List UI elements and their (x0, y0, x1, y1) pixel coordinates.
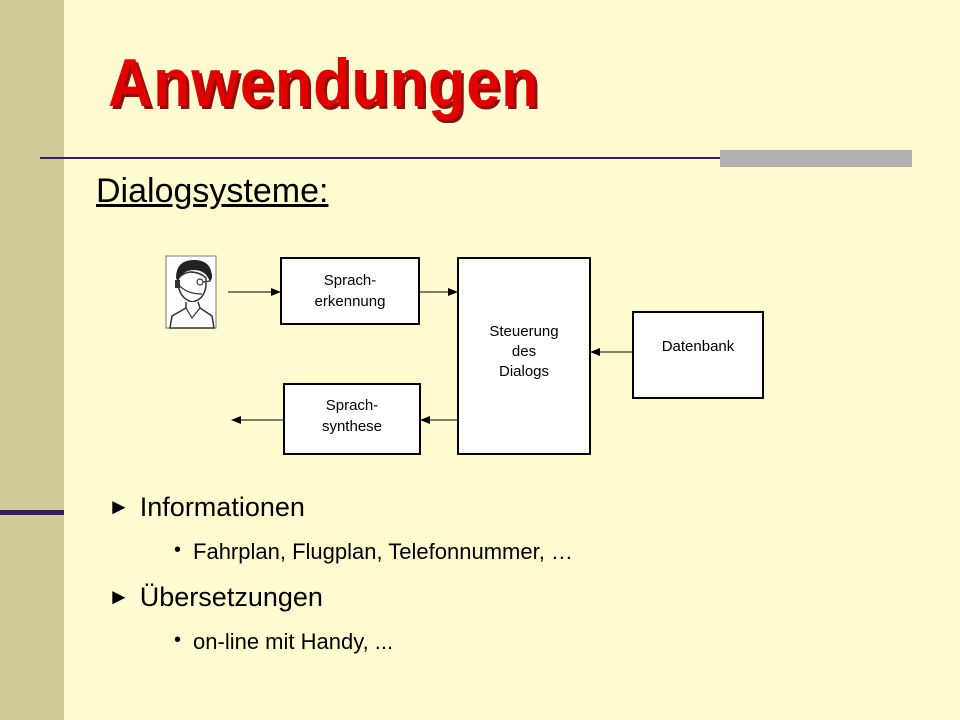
sub-bullet-text: Fahrplan, Flugplan, Telefonnummer, … (193, 539, 573, 564)
dialog-control-label-1: Steuerung (489, 323, 559, 340)
bullet-text: Übersetzungen (139, 581, 323, 612)
database-label: Datenbank (661, 338, 735, 355)
left-sidebar-accent (0, 510, 64, 515)
bullet-item (108, 488, 573, 526)
dialog-system-diagram (160, 248, 780, 468)
speech-synthesis-label-2: synthese (321, 418, 383, 435)
dialog-control-label-2: des (511, 343, 537, 360)
left-sidebar-bar (0, 0, 64, 720)
speech-recognition-label-1: Sprach- (323, 272, 377, 289)
dialog-control-label-3: Dialogs (498, 363, 550, 380)
sub-bullet-text: on-line mit Handy, ... (193, 629, 394, 654)
sub-bullet-item (108, 526, 573, 578)
speech-synthesis-label-1: Sprach- (325, 397, 379, 414)
slide-title: Anwendungen (108, 45, 540, 121)
database-box (633, 312, 763, 398)
person-with-headset-icon (166, 256, 216, 328)
triangle-bullet-icon: ► (108, 494, 130, 519)
bullet-item (108, 578, 573, 616)
triangle-bullet-icon: ► (108, 584, 130, 609)
speech-recognition-box (281, 258, 419, 324)
slide-subtitle: Dialogsysteme: (96, 172, 329, 210)
bullet-list (108, 488, 573, 668)
speech-recognition-label-2: erkennung (314, 293, 386, 310)
dot-bullet-icon: • (174, 538, 182, 561)
dot-bullet-icon: • (174, 628, 182, 651)
title-divider-block (720, 150, 912, 167)
sub-bullet-item (108, 616, 573, 668)
bullet-text: Informationen (139, 491, 305, 522)
